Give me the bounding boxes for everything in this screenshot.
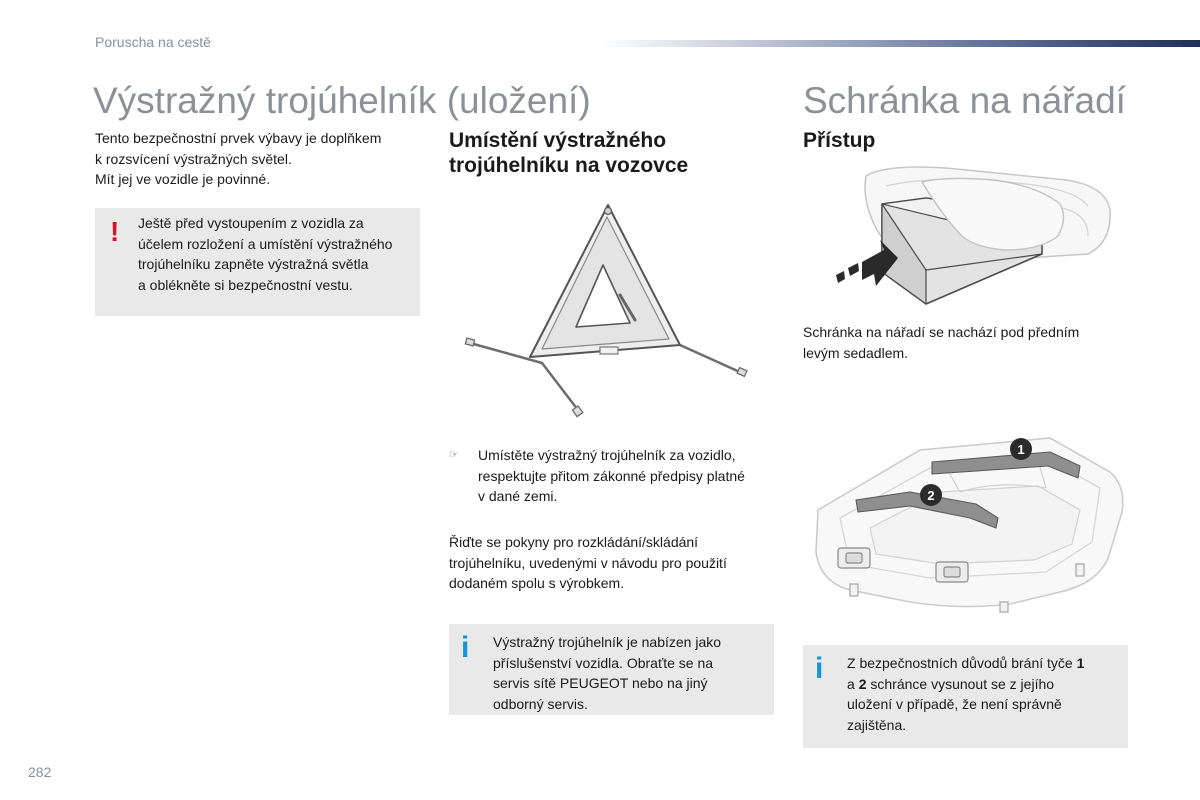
bullet-text [478,445,779,507]
rod-ref-1: 1 [1076,655,1085,671]
bullet-line: v dané zemi. [478,488,558,504]
info-text [493,632,768,714]
caption-line: Schránka na nářadí se nachází pod předním [803,324,1080,340]
rods-info-text [847,653,1125,735]
page-title-warning-triangle: Výstražný trojúhelník (uložení) [93,80,591,121]
triangle-placement-heading [449,128,779,178]
intro-line: k rozsvícení výstražných světel. [95,150,292,167]
warning-line: účelem rozložení a umístění výstražného [138,235,393,252]
rods-info-line-4: zajištěna. [847,716,907,733]
info-box-rods [803,645,1128,748]
triangle-top-hinge [605,208,612,215]
placement-bullet [449,445,779,507]
warning-line: Ještě před vystoupením z vozidla za [138,215,364,231]
toolbox-rods-illustration [810,432,1128,618]
info-line: příslušenství vozidla. Obraťte se na [493,654,714,671]
warning-text [138,213,418,295]
heading-line: Umístění výstražného [449,129,667,152]
triangle-bottom-clip [600,347,618,354]
instructions-line: trojúhelníku, uvedenými v návodu pro použití [449,554,727,571]
info-line: servis sítě PEUGEOT nebo na jiný [493,675,708,691]
rods-info-line-3: uložení v případě, že není správně [847,696,1062,712]
callout-1 [1010,438,1032,460]
intro-text [95,128,425,190]
page-title-tool-box: Schránka na nářadí [803,80,1126,121]
caption-line: levým sedadlem. [803,344,909,361]
intro-line: Mít jej ve vozidle je povinné. [95,171,271,187]
page-number: 282 [28,764,52,780]
callout-1-label: 1 [1017,442,1025,457]
info-icon: i [461,631,470,664]
bullet-line: respektujte přitom zákonné předpisy platné [478,467,745,484]
rods-info-line-1: Z bezpečnostních důvodů brání tyče 1 [847,655,1085,671]
seat-toolbox-illustration [826,158,1118,318]
info-line: odborný servis. [493,695,588,712]
bullet-line: Umístěte výstražný trojúhelník za vozidlo, [478,447,736,463]
instructions-line: dodaném spolu s výrobkem. [449,575,625,591]
toolbox-caption [803,322,1133,363]
info-box-accessory [449,624,774,715]
instructions-text [449,532,779,594]
bullet-icon: ☞ [449,449,459,461]
header-gradient-bar [600,40,1200,47]
rods-info-line-2: a 2 schránce vysunout se z jejího [847,675,1055,692]
section-label: Poruscha na cestě [95,34,211,50]
warning-icon: ! [110,216,120,247]
info-line: Výstražný trojúhelník je nabízen jako [493,634,722,650]
callout-2-label: 2 [927,488,935,503]
instructions-line: Řiďte se pokyny pro rozkládání/skládání [449,534,699,550]
heading-line: trojúhelníku na vozovce [449,154,689,177]
warning-line: a oblékněte si bezpečnostní vestu. [138,276,353,293]
access-heading: Přístup [803,129,876,152]
rod-ref-2: 2 [858,675,867,692]
warning-triangle-illustration [460,195,760,435]
callout-2 [920,484,942,506]
warning-line: trojúhelníku zapněte výstražná světla [138,256,369,272]
intro-line: Tento bezpečnostní prvek výbavy je doplňkem [95,130,382,146]
info-icon: i [815,652,824,685]
warning-box [95,208,420,316]
